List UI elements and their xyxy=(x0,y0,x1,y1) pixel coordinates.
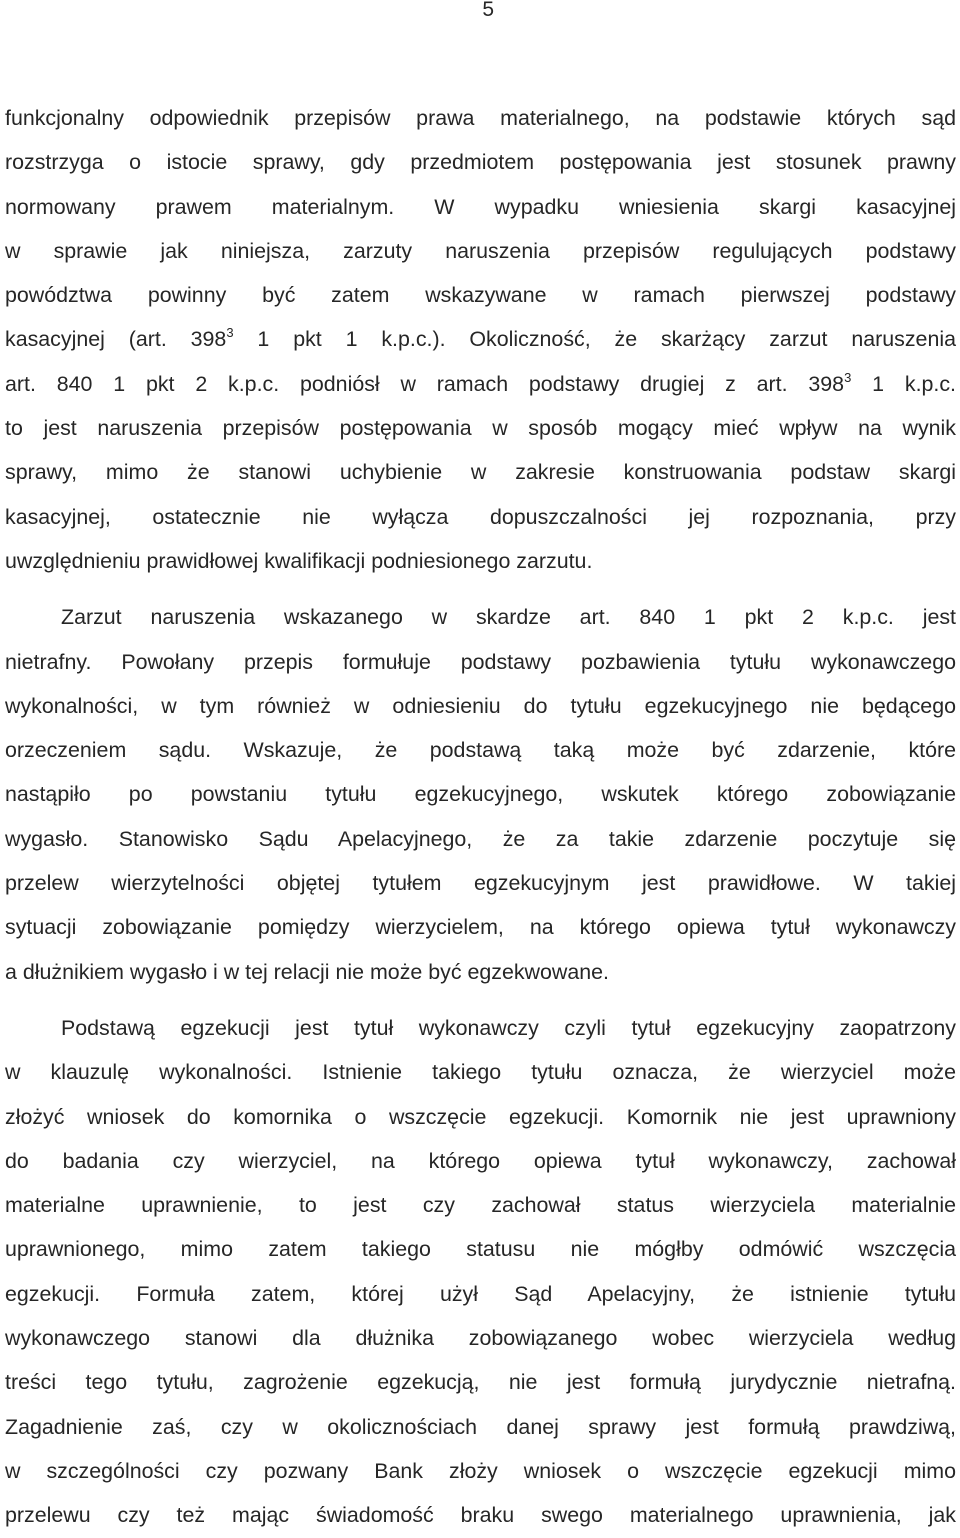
text-line: kasacyjnej, ostatecznie nie wyłącza dopuszczalności jej rozpoznania, przy xyxy=(5,504,956,529)
text-line: normowany prawem materialnym. W wypadku wniesienia skargi kasacyjnej xyxy=(5,194,956,219)
text-line: nietrafny. Powołany przepis formułuje podstawy pozbawienia tytułu wykonawczego xyxy=(5,649,956,674)
page-number: 5 xyxy=(482,0,494,21)
text-line: w szczególności czy pozwany Bank złoży wniosek o wszczęcie egzekucji mimo xyxy=(5,1458,956,1483)
text-line xyxy=(5,317,956,361)
text-line: do badania czy wierzyciel, na którego opiewa tytuł wykonawczy, zachował xyxy=(5,1148,956,1173)
text-line: uprawnionego, mimo zatem takiego statusu nie mógłby odmówić wszczęcia xyxy=(5,1237,956,1262)
text-line: Podstawą egzekucji jest tytuł wykonawczy czyli tytuł egzekucyjny zaopatrzony xyxy=(61,1015,956,1040)
text-line: sprawy, mimo że stanowi uchybienie w zakresie konstruowania podstaw skargi xyxy=(5,460,956,485)
text-line: przelewu czy też mając świadomość braku swego materialnego uprawnienia, jak xyxy=(5,1503,956,1528)
text-segment: 1 pkt 1 k.p.c.). Okoliczność, że skarżący zarzut naruszenia xyxy=(233,327,956,352)
text-line: w sprawie jak niniejsza, zarzuty naruszenia przepisów regulujących podstawy xyxy=(5,238,956,263)
text-line: materialne uprawnienie, to jest czy zachował status wierzyciela materialnie xyxy=(5,1193,956,1218)
text-line: orzeczeniem sądu. Wskazuje, że podstawą taką może być zdarzenie, które xyxy=(5,738,956,763)
text-line: rozstrzyga o istocie sprawy, gdy przedmiotem postępowania jest stosunek prawny xyxy=(5,150,956,175)
text-line: Zagadnienie zaś, czy w okolicznościach danej sprawy jest formułą prawdziwą, xyxy=(5,1414,956,1439)
text-line: a dłużnikiem wygasło i w tej relacji nie może być egzekwowane. xyxy=(5,959,609,984)
text-line: uwzględnieniu prawidłowej kwalifikacji podniesionego zarzutu. xyxy=(5,548,593,573)
text-line: treści tego tytułu, zagrożenie egzekucją, nie jest formułą jurydycznie nietrafną. xyxy=(5,1370,956,1395)
text-line: wykonalności, w tym również w odniesieniu do tytułu egzekucyjnego nie będącego xyxy=(5,693,956,718)
document-body xyxy=(5,96,956,1538)
text-segment: kasacyjnej (art. 398 xyxy=(5,327,227,352)
text-line: funkcjonalny odpowiednik przepisów prawa materialnego, na podstawie których sąd xyxy=(5,106,956,130)
text-line: powództwa powinny być zatem wskazywane w ramach pierwszej podstawy xyxy=(5,283,956,308)
text-line: egzekucji. Formuła zatem, której użył Sąd Apelacyjny, że istnienie tytułu xyxy=(5,1281,956,1306)
text-line: złożyć wniosek do komornika o wszczęcie egzekucji. Komornik nie jest uprawniony xyxy=(5,1104,956,1129)
text-line: przelew wierzytelności objętej tytułem egzekucyjnym jest prawidłowe. W takiej xyxy=(5,871,956,896)
text-segment: art. 840 1 pkt 2 k.p.c. podniósł w ramach podstawy drugiej z art. 398 xyxy=(5,371,845,396)
superscript: 3 xyxy=(844,369,852,385)
text-line xyxy=(5,362,956,406)
text-line: nastąpiło po powstaniu tytułu egzekucyjnego, wskutek którego zobowiązanie xyxy=(5,782,956,807)
text-line: wygasło. Stanowisko Sądu Apelacyjnego, że za takie zdarzenie poczytuje się xyxy=(5,826,956,851)
text-line: sytuacji zobowiązanie pomiędzy wierzycielem, na którego opiewa tytuł wykonawczy xyxy=(5,915,956,940)
text-line: wykonawczego stanowi dla dłużnika zobowiązanego wobec wierzyciela według xyxy=(5,1326,956,1351)
text-segment: 1 k.p.c. xyxy=(851,371,956,396)
text-line: w klauzulę wykonalności. Istnienie takiego tytułu oznacza, że wierzyciel może xyxy=(5,1060,956,1085)
text-line: to jest naruszenia przepisów postępowania w sposób mogący mieć wpływ na wynik xyxy=(5,416,956,441)
text-line: Zarzut naruszenia wskazanego w skardze art. 840 1 pkt 2 k.p.c. jest xyxy=(61,605,956,630)
superscript: 3 xyxy=(226,325,234,341)
